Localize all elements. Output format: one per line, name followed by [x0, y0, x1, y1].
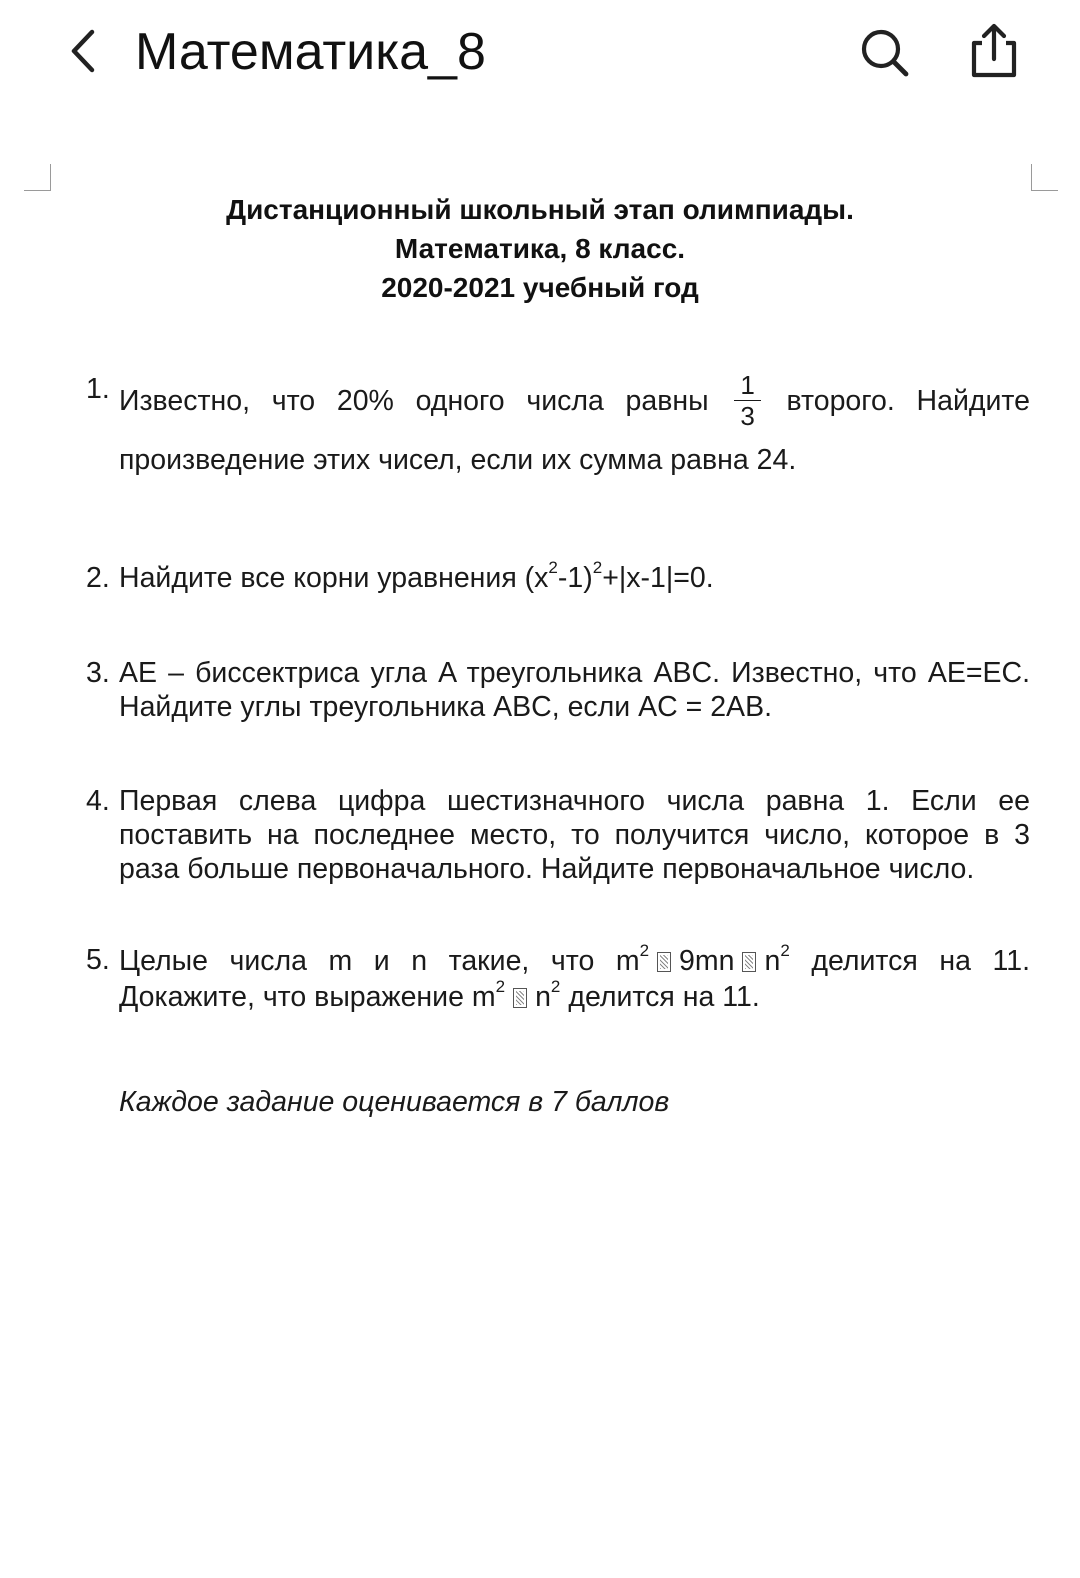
superscript: 2	[550, 976, 561, 996]
chevron-left-icon	[66, 26, 100, 76]
task-text-segment: делится на 11.	[568, 981, 760, 1013]
superscript: 2	[548, 557, 558, 577]
task-number: 5.	[86, 944, 110, 976]
task-item	[86, 557, 1030, 595]
fraction-denominator: 3	[740, 401, 755, 431]
doc-heading-line: Математика, 8 класс.	[394, 233, 686, 264]
share-icon	[966, 21, 1022, 81]
grading-note: Каждое задание оценивается в 7 баллов	[119, 1086, 670, 1118]
superscript: 2	[495, 976, 506, 996]
task-text-segment: Найдите все корни уравнения (x	[119, 562, 549, 594]
task-number: 2.	[86, 562, 110, 594]
task-number: 3.	[86, 657, 110, 689]
task-number: 4.	[86, 785, 110, 817]
top-bar	[0, 0, 1080, 110]
task-item	[86, 784, 1030, 886]
task-text-segment: -1)	[557, 562, 593, 594]
task-number: 1.	[86, 373, 110, 405]
task-text	[119, 557, 1030, 595]
task-item	[86, 656, 1030, 724]
share-button[interactable]	[964, 20, 1024, 82]
doc-heading-line: 2020-2021 учебный год	[381, 272, 699, 303]
task-text: AE – биссектриса угла A треугольника ABC. Известно, что AE=EC. Найдите углы треугольника ABC, если AC = 2AB.	[119, 657, 1030, 723]
fraction	[734, 370, 760, 431]
task-text-segment: делится на 11. Докажите, что выражение m	[119, 945, 1030, 1013]
task-item	[86, 372, 1030, 477]
task-item	[86, 940, 1030, 1015]
superscript: 2	[592, 557, 603, 577]
task-text	[119, 372, 1030, 433]
missing-glyph-icon	[742, 952, 756, 972]
task-text-segment: Известно, что 20% одного числа равны	[119, 385, 709, 418]
back-button[interactable]	[58, 24, 108, 78]
task-text-segment: второго. Найдите	[786, 385, 1030, 418]
page-corner-mark-right	[1031, 164, 1058, 191]
superscript: 2	[780, 940, 790, 960]
task-text-segment: +|x-1|=0.	[602, 562, 714, 594]
document-title: Математика_8	[135, 23, 486, 81]
task-text-segment: n	[535, 981, 551, 1013]
task-text-segment: 9mn	[679, 945, 735, 977]
missing-glyph-icon	[513, 988, 527, 1008]
superscript: 2	[639, 940, 650, 960]
search-icon	[857, 25, 913, 81]
page-corner-mark-left	[24, 164, 51, 191]
missing-glyph-icon	[657, 952, 671, 972]
doc-heading-line: Дистанционный школьный этап олимпиады.	[226, 194, 854, 225]
task-text: произведение этих чисел, если их сумма равна 24.	[119, 444, 797, 476]
task-text: Первая слева цифра шестизначного числа равна 1. Если ее поставить на последнее место, то получится число, которое в 3 раза больше первоначального. Найдите первоначальное число.	[119, 785, 1030, 885]
task-text-segment: n	[764, 945, 781, 977]
fraction-numerator: 1	[734, 370, 760, 401]
task-text-segment: Целые числа m и n такие, что m	[119, 945, 640, 977]
search-button[interactable]	[856, 24, 914, 82]
task-text	[119, 940, 1030, 1015]
